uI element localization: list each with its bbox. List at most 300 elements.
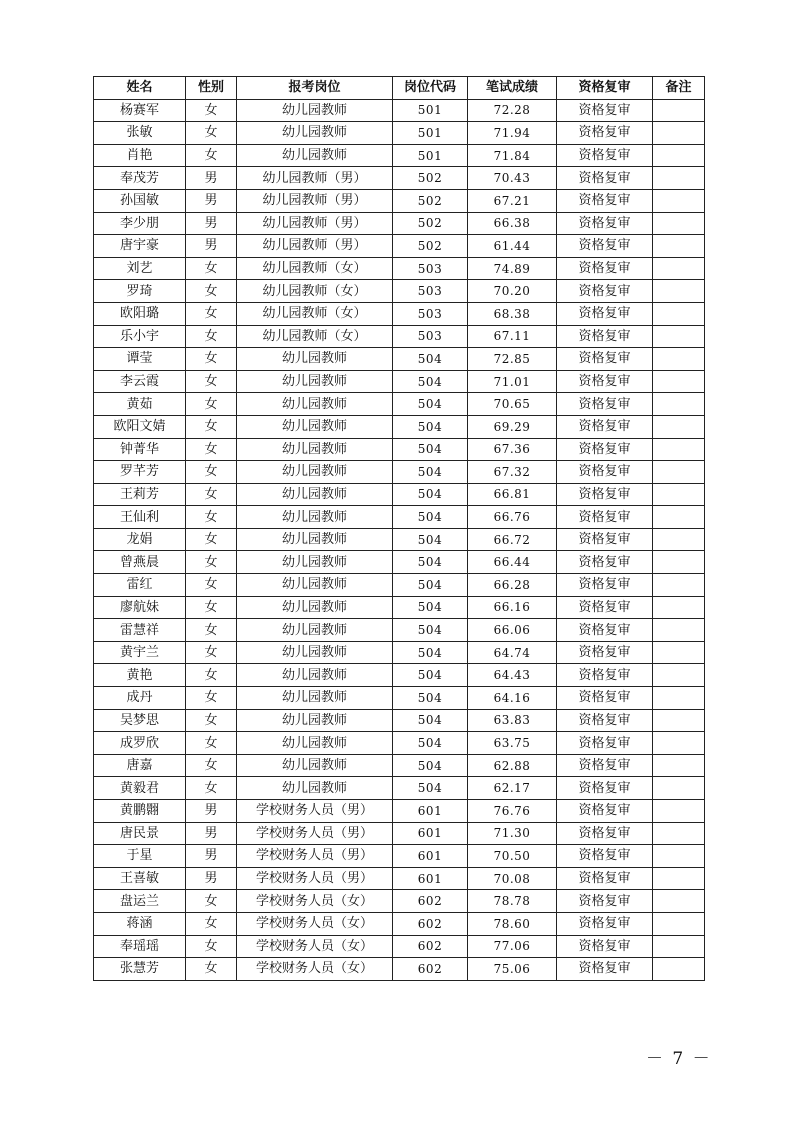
table-row	[94, 325, 705, 348]
cell-qualification-review: 资格复审	[557, 800, 653, 823]
cell-name: 奉瑶瑶	[94, 935, 186, 958]
cell-qualification-review: 资格复审	[557, 370, 653, 393]
cell-remarks	[653, 528, 705, 551]
cell-remarks	[653, 935, 705, 958]
cell-name: 成丹	[94, 687, 186, 710]
table-header-row	[94, 77, 705, 100]
cell-qualification-review: 资格复审	[557, 664, 653, 687]
cell-position-code: 503	[393, 325, 468, 348]
cell-written-score: 66.06	[468, 619, 557, 642]
table-row	[94, 732, 705, 755]
table-row	[94, 438, 705, 461]
cell-remarks	[653, 845, 705, 868]
cell-written-score: 69.29	[468, 415, 557, 438]
cell-qualification-review: 资格复审	[557, 506, 653, 529]
cell-remarks	[653, 574, 705, 597]
cell-remarks	[653, 596, 705, 619]
cell-remarks	[653, 189, 705, 212]
cell-qualification-review: 资格复审	[557, 641, 653, 664]
cell-written-score: 66.28	[468, 574, 557, 597]
cell-position: 学校财务人员（女）	[237, 912, 393, 935]
table-row	[94, 551, 705, 574]
cell-position: 幼儿园教师	[237, 506, 393, 529]
cell-remarks	[653, 235, 705, 258]
table-row	[94, 167, 705, 190]
cell-gender: 男	[186, 845, 237, 868]
cell-position-code: 504	[393, 596, 468, 619]
cell-position: 学校财务人员（男）	[237, 867, 393, 890]
cell-gender: 女	[186, 370, 237, 393]
cell-position: 幼儿园教师	[237, 641, 393, 664]
cell-written-score: 78.78	[468, 890, 557, 913]
cell-qualification-review: 资格复审	[557, 912, 653, 935]
cell-position-code: 502	[393, 189, 468, 212]
cell-qualification-review: 资格复审	[557, 144, 653, 167]
table-row	[94, 619, 705, 642]
table-row	[94, 867, 705, 890]
header-name: 姓名	[94, 77, 186, 100]
cell-position: 幼儿园教师（女）	[237, 302, 393, 325]
cell-name: 雷慧祥	[94, 619, 186, 642]
cell-name: 黄茹	[94, 393, 186, 416]
cell-remarks	[653, 257, 705, 280]
cell-written-score: 64.43	[468, 664, 557, 687]
cell-position: 幼儿园教师	[237, 596, 393, 619]
table-row	[94, 506, 705, 529]
cell-position: 幼儿园教师（男）	[237, 189, 393, 212]
cell-gender: 女	[186, 461, 237, 484]
table-row	[94, 302, 705, 325]
cell-written-score: 68.38	[468, 302, 557, 325]
header-position-code: 岗位代码	[393, 77, 468, 100]
table-row	[94, 845, 705, 868]
cell-position-code: 601	[393, 822, 468, 845]
cell-position: 幼儿园教师	[237, 551, 393, 574]
cell-position-code: 504	[393, 415, 468, 438]
cell-qualification-review: 资格复审	[557, 280, 653, 303]
cell-written-score: 62.17	[468, 777, 557, 800]
cell-position-code: 504	[393, 506, 468, 529]
table-row	[94, 800, 705, 823]
cell-gender: 女	[186, 302, 237, 325]
cell-position-code: 504	[393, 461, 468, 484]
cell-gender: 男	[186, 212, 237, 235]
table-row	[94, 664, 705, 687]
cell-position: 幼儿园教师	[237, 664, 393, 687]
cell-remarks	[653, 280, 705, 303]
cell-written-score: 72.85	[468, 348, 557, 371]
cell-position: 幼儿园教师	[237, 99, 393, 122]
cell-written-score: 70.65	[468, 393, 557, 416]
cell-remarks	[653, 483, 705, 506]
cell-qualification-review: 资格复审	[557, 99, 653, 122]
cell-gender: 女	[186, 777, 237, 800]
cell-written-score: 63.83	[468, 709, 557, 732]
cell-remarks	[653, 122, 705, 145]
cell-position: 幼儿园教师	[237, 415, 393, 438]
cell-gender: 女	[186, 890, 237, 913]
cell-qualification-review: 资格复审	[557, 302, 653, 325]
cell-position: 幼儿园教师（女）	[237, 257, 393, 280]
cell-written-score: 70.43	[468, 167, 557, 190]
cell-qualification-review: 资格复审	[557, 483, 653, 506]
cell-gender: 女	[186, 551, 237, 574]
cell-qualification-review: 资格复审	[557, 777, 653, 800]
cell-position: 幼儿园教师	[237, 574, 393, 597]
cell-remarks	[653, 687, 705, 710]
cell-gender: 女	[186, 348, 237, 371]
cell-remarks	[653, 709, 705, 732]
table-row	[94, 483, 705, 506]
cell-qualification-review: 资格复审	[557, 438, 653, 461]
cell-qualification-review: 资格复审	[557, 415, 653, 438]
cell-gender: 男	[186, 189, 237, 212]
cell-written-score: 71.84	[468, 144, 557, 167]
cell-written-score: 66.38	[468, 212, 557, 235]
cell-remarks	[653, 867, 705, 890]
cell-qualification-review: 资格复审	[557, 732, 653, 755]
cell-remarks	[653, 144, 705, 167]
cell-remarks	[653, 732, 705, 755]
cell-name: 李云霞	[94, 370, 186, 393]
cell-written-score: 64.74	[468, 641, 557, 664]
cell-position: 学校财务人员（女）	[237, 890, 393, 913]
cell-name: 王莉芳	[94, 483, 186, 506]
cell-gender: 女	[186, 506, 237, 529]
cell-written-score: 66.72	[468, 528, 557, 551]
cell-name: 龙娟	[94, 528, 186, 551]
cell-name: 吴梦思	[94, 709, 186, 732]
cell-qualification-review: 资格复审	[557, 709, 653, 732]
cell-position: 幼儿园教师（女）	[237, 280, 393, 303]
cell-position-code: 501	[393, 144, 468, 167]
cell-name: 肖艳	[94, 144, 186, 167]
cell-written-score: 63.75	[468, 732, 557, 755]
cell-name: 黄艳	[94, 664, 186, 687]
cell-position: 幼儿园教师	[237, 777, 393, 800]
cell-name: 张敏	[94, 122, 186, 145]
cell-gender: 女	[186, 574, 237, 597]
table-row	[94, 528, 705, 551]
cell-qualification-review: 资格复审	[557, 687, 653, 710]
cell-gender: 女	[186, 958, 237, 981]
cell-position: 幼儿园教师（男）	[237, 167, 393, 190]
cell-position-code: 602	[393, 958, 468, 981]
cell-written-score: 66.81	[468, 483, 557, 506]
cell-remarks	[653, 438, 705, 461]
candidate-table	[93, 76, 705, 981]
cell-position-code: 503	[393, 280, 468, 303]
cell-position: 幼儿园教师	[237, 348, 393, 371]
table-row	[94, 912, 705, 935]
table-row	[94, 935, 705, 958]
cell-written-score: 71.94	[468, 122, 557, 145]
cell-qualification-review: 资格复审	[557, 935, 653, 958]
cell-position-code: 601	[393, 845, 468, 868]
cell-remarks	[653, 302, 705, 325]
cell-qualification-review: 资格复审	[557, 212, 653, 235]
table-row	[94, 709, 705, 732]
cell-name: 于星	[94, 845, 186, 868]
cell-written-score: 71.01	[468, 370, 557, 393]
table-row	[94, 370, 705, 393]
cell-position-code: 504	[393, 574, 468, 597]
cell-name: 罗芊芳	[94, 461, 186, 484]
cell-name: 成罗欣	[94, 732, 186, 755]
page-number: － 7 －	[646, 1049, 712, 1069]
table-row	[94, 144, 705, 167]
cell-written-score: 67.21	[468, 189, 557, 212]
cell-qualification-review: 资格复审	[557, 596, 653, 619]
cell-written-score: 70.20	[468, 280, 557, 303]
cell-position: 幼儿园教师（女）	[237, 325, 393, 348]
table-row	[94, 257, 705, 280]
cell-position-code: 501	[393, 99, 468, 122]
table-row	[94, 99, 705, 122]
cell-gender: 女	[186, 935, 237, 958]
cell-qualification-review: 资格复审	[557, 461, 653, 484]
cell-position-code: 504	[393, 664, 468, 687]
cell-qualification-review: 资格复审	[557, 574, 653, 597]
cell-qualification-review: 资格复审	[557, 845, 653, 868]
cell-position-code: 504	[393, 777, 468, 800]
cell-name: 廖航妹	[94, 596, 186, 619]
cell-remarks	[653, 664, 705, 687]
cell-written-score: 75.06	[468, 958, 557, 981]
cell-qualification-review: 资格复审	[557, 235, 653, 258]
cell-qualification-review: 资格复审	[557, 167, 653, 190]
cell-position-code: 504	[393, 393, 468, 416]
cell-qualification-review: 资格复审	[557, 348, 653, 371]
cell-gender: 女	[186, 438, 237, 461]
table-row	[94, 348, 705, 371]
cell-qualification-review: 资格复审	[557, 958, 653, 981]
cell-position: 幼儿园教师	[237, 732, 393, 755]
cell-written-score: 70.08	[468, 867, 557, 890]
cell-name: 王仙利	[94, 506, 186, 529]
cell-name: 杨赛军	[94, 99, 186, 122]
cell-position-code: 601	[393, 800, 468, 823]
cell-gender: 女	[186, 393, 237, 416]
cell-remarks	[653, 958, 705, 981]
cell-remarks	[653, 325, 705, 348]
cell-gender: 女	[186, 415, 237, 438]
cell-name: 张慧芳	[94, 958, 186, 981]
cell-position: 幼儿园教师（男）	[237, 212, 393, 235]
cell-name: 黄宇兰	[94, 641, 186, 664]
cell-position-code: 503	[393, 302, 468, 325]
cell-position-code: 504	[393, 483, 468, 506]
cell-remarks	[653, 461, 705, 484]
cell-position-code: 503	[393, 257, 468, 280]
table-row	[94, 890, 705, 913]
table-row	[94, 958, 705, 981]
cell-gender: 男	[186, 822, 237, 845]
cell-position-code: 601	[393, 867, 468, 890]
cell-position: 学校财务人员（男）	[237, 822, 393, 845]
cell-gender: 女	[186, 641, 237, 664]
table-row	[94, 641, 705, 664]
cell-position-code: 504	[393, 641, 468, 664]
cell-qualification-review: 资格复审	[557, 822, 653, 845]
cell-position-code: 504	[393, 619, 468, 642]
cell-written-score: 67.32	[468, 461, 557, 484]
cell-written-score: 74.89	[468, 257, 557, 280]
cell-remarks	[653, 754, 705, 777]
table-row	[94, 777, 705, 800]
cell-position-code: 504	[393, 438, 468, 461]
cell-gender: 男	[186, 167, 237, 190]
cell-name: 唐宇豪	[94, 235, 186, 258]
cell-written-score: 62.88	[468, 754, 557, 777]
cell-written-score: 78.60	[468, 912, 557, 935]
cell-remarks	[653, 912, 705, 935]
cell-remarks	[653, 370, 705, 393]
cell-qualification-review: 资格复审	[557, 528, 653, 551]
table-row	[94, 461, 705, 484]
cell-position-code: 502	[393, 212, 468, 235]
cell-name: 刘艺	[94, 257, 186, 280]
cell-name: 曾燕晨	[94, 551, 186, 574]
cell-position: 幼儿园教师	[237, 122, 393, 145]
cell-qualification-review: 资格复审	[557, 393, 653, 416]
cell-written-score: 66.16	[468, 596, 557, 619]
cell-position: 学校财务人员（女）	[237, 935, 393, 958]
cell-gender: 女	[186, 754, 237, 777]
cell-name: 盘运兰	[94, 890, 186, 913]
cell-name: 欧阳璐	[94, 302, 186, 325]
cell-qualification-review: 资格复审	[557, 122, 653, 145]
cell-written-score: 67.11	[468, 325, 557, 348]
cell-position-code: 504	[393, 754, 468, 777]
cell-position: 幼儿园教师（男）	[237, 235, 393, 258]
cell-gender: 女	[186, 280, 237, 303]
cell-position: 幼儿园教师	[237, 619, 393, 642]
cell-remarks	[653, 506, 705, 529]
cell-name: 黄鹏翾	[94, 800, 186, 823]
cell-remarks	[653, 212, 705, 235]
cell-written-score: 66.76	[468, 506, 557, 529]
cell-gender: 女	[186, 596, 237, 619]
cell-qualification-review: 资格复审	[557, 257, 653, 280]
cell-gender: 女	[186, 709, 237, 732]
cell-position: 学校财务人员（男）	[237, 800, 393, 823]
cell-gender: 女	[186, 122, 237, 145]
cell-name: 乐小宇	[94, 325, 186, 348]
cell-position-code: 504	[393, 687, 468, 710]
table-row	[94, 574, 705, 597]
cell-name: 李少朋	[94, 212, 186, 235]
cell-written-score: 76.76	[468, 800, 557, 823]
cell-remarks	[653, 800, 705, 823]
cell-name: 蒋涵	[94, 912, 186, 935]
cell-position-code: 504	[393, 551, 468, 574]
table-row	[94, 122, 705, 145]
cell-name: 雷红	[94, 574, 186, 597]
cell-gender: 女	[186, 528, 237, 551]
cell-position: 学校财务人员（女）	[237, 958, 393, 981]
cell-gender: 女	[186, 619, 237, 642]
cell-position: 幼儿园教师	[237, 438, 393, 461]
cell-position: 幼儿园教师	[237, 687, 393, 710]
cell-name: 钟菁华	[94, 438, 186, 461]
table-row	[94, 687, 705, 710]
cell-gender: 男	[186, 800, 237, 823]
cell-written-score: 66.44	[468, 551, 557, 574]
cell-written-score: 72.28	[468, 99, 557, 122]
cell-position: 幼儿园教师	[237, 370, 393, 393]
cell-position-code: 602	[393, 890, 468, 913]
header-gender: 性别	[186, 77, 237, 100]
cell-name: 黄毅君	[94, 777, 186, 800]
header-qualification-review: 资格复审	[557, 77, 653, 100]
table-row	[94, 189, 705, 212]
cell-name: 唐嘉	[94, 754, 186, 777]
cell-remarks	[653, 348, 705, 371]
cell-position-code: 602	[393, 935, 468, 958]
cell-remarks	[653, 393, 705, 416]
cell-position: 幼儿园教师	[237, 528, 393, 551]
cell-qualification-review: 资格复审	[557, 325, 653, 348]
cell-remarks	[653, 99, 705, 122]
cell-gender: 男	[186, 235, 237, 258]
table-row	[94, 596, 705, 619]
cell-qualification-review: 资格复审	[557, 890, 653, 913]
cell-gender: 女	[186, 325, 237, 348]
cell-qualification-review: 资格复审	[557, 867, 653, 890]
cell-position-code: 502	[393, 235, 468, 258]
cell-remarks	[653, 641, 705, 664]
cell-remarks	[653, 415, 705, 438]
cell-position: 幼儿园教师	[237, 754, 393, 777]
cell-position: 幼儿园教师	[237, 144, 393, 167]
cell-position-code: 504	[393, 732, 468, 755]
cell-qualification-review: 资格复审	[557, 189, 653, 212]
cell-position: 幼儿园教师	[237, 461, 393, 484]
cell-qualification-review: 资格复审	[557, 754, 653, 777]
header-position: 报考岗位	[237, 77, 393, 100]
cell-remarks	[653, 551, 705, 574]
cell-position-code: 504	[393, 709, 468, 732]
table-row	[94, 212, 705, 235]
cell-gender: 女	[186, 99, 237, 122]
cell-remarks	[653, 890, 705, 913]
cell-position-code: 504	[393, 370, 468, 393]
cell-gender: 男	[186, 867, 237, 890]
table-row	[94, 235, 705, 258]
cell-gender: 女	[186, 144, 237, 167]
cell-position: 幼儿园教师	[237, 393, 393, 416]
cell-gender: 女	[186, 687, 237, 710]
table-row	[94, 754, 705, 777]
cell-written-score: 71.30	[468, 822, 557, 845]
header-remarks: 备注	[653, 77, 705, 100]
cell-name: 奉茂芳	[94, 167, 186, 190]
cell-position: 幼儿园教师	[237, 483, 393, 506]
cell-gender: 女	[186, 257, 237, 280]
cell-position-code: 502	[393, 167, 468, 190]
cell-name: 孙国敏	[94, 189, 186, 212]
cell-name: 谭莹	[94, 348, 186, 371]
cell-remarks	[653, 822, 705, 845]
cell-name: 王喜敏	[94, 867, 186, 890]
cell-name: 罗琦	[94, 280, 186, 303]
cell-name: 欧阳文婧	[94, 415, 186, 438]
cell-gender: 女	[186, 664, 237, 687]
cell-position-code: 504	[393, 348, 468, 371]
cell-position: 幼儿园教师	[237, 709, 393, 732]
cell-name: 唐民景	[94, 822, 186, 845]
